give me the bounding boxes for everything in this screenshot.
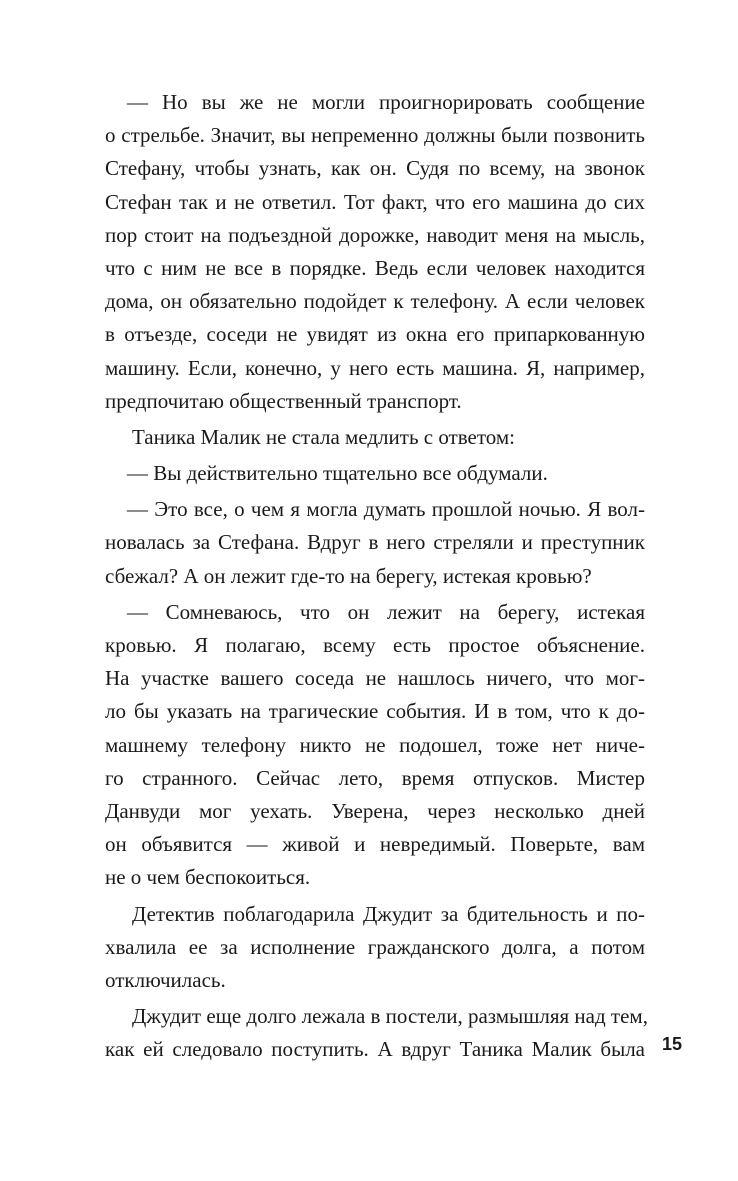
paragraph <box>105 1000 648 1066</box>
text-line: машину. Если, конечно, у него есть машина. Я, например, <box>105 355 645 380</box>
text-line: — Это все, о чем я могла думать прошлой ночью. Я вол- <box>127 497 645 522</box>
paragraph <box>105 898 645 998</box>
text-line: Данвуди мог уехать. Уверена, через несколько дней <box>105 798 645 823</box>
text-line: предпочитаю общественный транспорт. <box>105 388 462 413</box>
text-line: в отъезде, соседи не увидят из окна его припаркованную <box>105 322 645 347</box>
text-line: что с ним не все в порядке. Ведь если человек находится <box>105 255 645 280</box>
page-text <box>105 86 648 1069</box>
page-number: 15 <box>661 1034 682 1054</box>
text-line: Таника Малик не стала медлить с ответом: <box>132 424 515 449</box>
text-line: го странного. Сейчас лето, время отпусков. Мистер <box>105 765 645 790</box>
paragraph <box>105 86 645 418</box>
text-line: отключилась. <box>105 967 226 992</box>
text-line: Джудит еще долго лежала в постели, размышляя над тем, <box>132 1004 648 1029</box>
text-line: — Но вы же не могли проигнорировать сообщение <box>127 90 645 114</box>
text-line: хвалила ее за исполнение гражданского долга, а потом <box>105 934 645 959</box>
text-line: машнему телефону никто не подошел, тоже нет ниче- <box>105 732 645 757</box>
text-line: не о чем беспокоиться. <box>105 865 311 890</box>
text-line: кровью. Я полагаю, всему есть простое объяснение. <box>105 633 645 657</box>
text-line: новалась за Стефана. Вдруг в него стреляли и преступник <box>105 530 645 555</box>
text-line: Детектив поблагодарила Джудит за бдительность и по- <box>132 901 645 926</box>
text-line: как ей следовало поступить. А вдруг Таника Малик была <box>105 1037 645 1062</box>
paragraph <box>105 421 645 454</box>
text-line: о стрельбе. Значит, вы непременно должны были позвонить <box>105 123 645 148</box>
text-line: дома, он обязательно подойдет к телефону. А если человек <box>105 289 645 314</box>
text-line: — Вы действительно тщательно все обдумали. <box>127 461 548 486</box>
text-line: он объявится — живой и невредимый. Поверьте, вам <box>105 832 645 857</box>
text-line: пор стоит на подъездной дорожке, наводит меня на мысль, <box>105 222 645 247</box>
text-line: Стефану, чтобы узнать, как он. Судя по всему, на звонок <box>105 156 645 181</box>
text-line: сбежал? А он лежит где-то на берегу, истекая кровью? <box>105 563 592 588</box>
text-line: — Сомневаюсь, что он лежит на берегу, истекая <box>127 599 645 624</box>
text-line: На участке вашего соседа не нашлось ничего, что мог- <box>105 666 645 691</box>
text-line: ло бы указать на трагические события. И в том, что к до- <box>105 699 645 724</box>
paragraph <box>105 596 645 895</box>
paragraph <box>105 457 645 490</box>
text-line: Стефан так и не ответил. Тот факт, что его машина до сих <box>105 189 645 214</box>
paragraph <box>105 493 645 593</box>
